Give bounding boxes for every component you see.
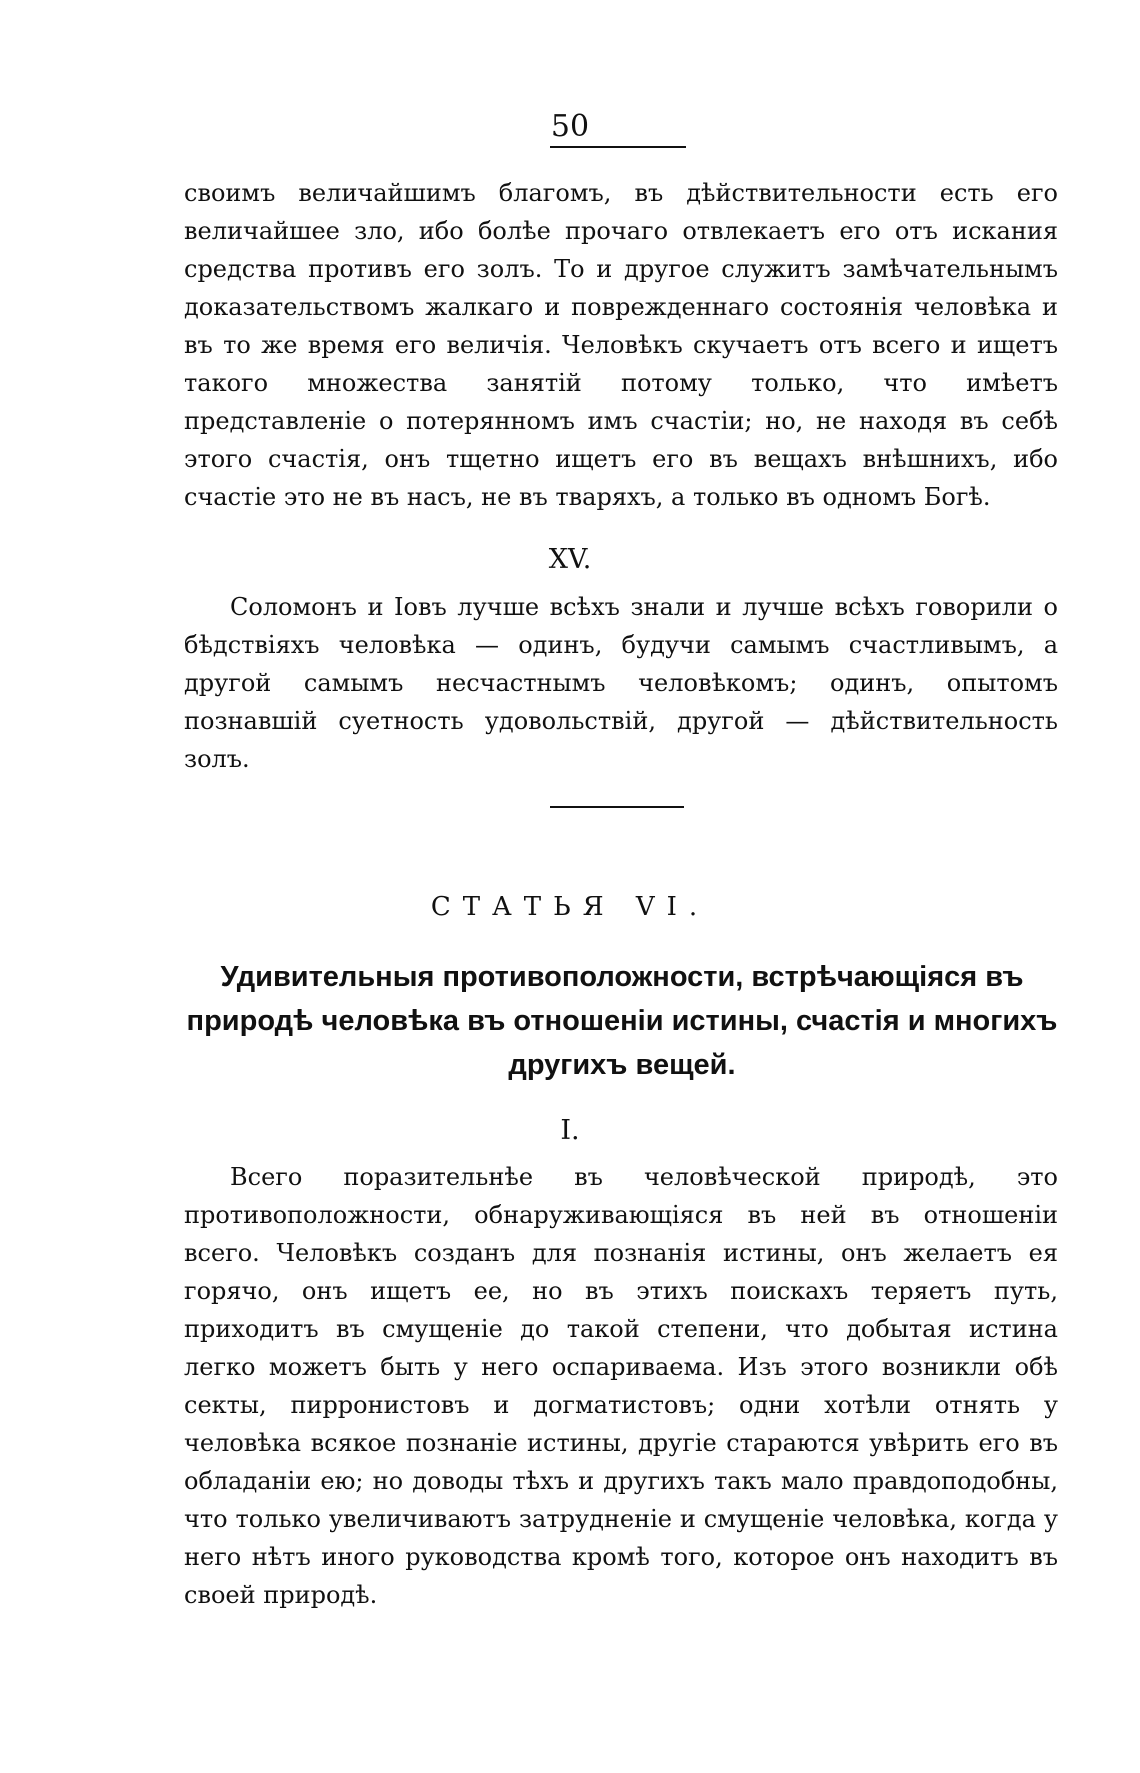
section-xv-paragraph bbox=[184, 588, 1058, 778]
article-title: Удивительныя противоположности, встрѣчающіяся въ природѣ человѣка въ отношеніи истины, счастія и многихъ другихъ вещей. bbox=[186, 961, 1058, 1081]
article-label: СТАТЬЯ VI. bbox=[430, 892, 710, 922]
page-number: 50 bbox=[550, 109, 590, 144]
section-heading-xv: XV. bbox=[548, 544, 592, 575]
section-i-paragraph bbox=[184, 1158, 1058, 1614]
section-i-text: Всего поразительнѣе въ человѣческой природѣ, это противоположности, обнаруживающіяся въ ней въ отношеніи всего. Человѣкъ созданъ для познанія истины, онъ желаетъ ея горячо, онъ ищетъ ее, но въ этихъ поискахъ теряетъ путь, приходитъ въ смущеніе до такой степени, что добытая истина легко можетъ быть у него оспариваема. Изъ этого возникли обѣ секты, пирронистовъ и догматистовъ; одни хотѣли отнять у человѣка всякое познаніе истины, другіе стараются увѣрить его въ обладаніи ею; но доводы тѣхъ и другихъ такъ мало правдоподобны, что только увеличиваютъ затрудненіе и смущеніе человѣка, когда у него нѣтъ иного руководства кромѣ того, которое онъ находитъ въ своей природѣ. bbox=[184, 1163, 1058, 1609]
section-xv-text: Соломонъ и Іовъ лучше всѣхъ знали и лучше всѣхъ говорили о бѣдствіяхъ человѣка — одинъ, будучи самымъ счастливымъ, а другой самымъ несчастнымъ человѣкомъ; одинъ, опытомъ познавшій суетность удовольствій, другой — дѣйствительность золъ. bbox=[184, 593, 1058, 773]
continuation-paragraph: своимъ величайшимъ благомъ, въ дѣйствительности есть его величайшее зло, ибо болѣе прочаго отвлекаетъ его отъ искания средства противъ его золъ. То и другое служитъ замѣчательнымъ доказательствомъ жалкаго и поврежденнаго состоянія человѣка и въ то же время его величія. Человѣкъ скучаетъ отъ всего и ищетъ такого множества занятій потому только, что имѣетъ представленіе о потерянномъ имъ счастіи; но, не находя въ себѣ этого счастія, онъ тщетно ищетъ его въ вещахъ внѣшнихъ, ибо счастіе это не въ насъ, не въ тваряхъ, а только въ одномъ Богѣ. bbox=[184, 179, 1058, 511]
section-heading-i: I. bbox=[560, 1115, 580, 1146]
section-divider-rule bbox=[550, 806, 684, 808]
page-number-rule bbox=[550, 146, 686, 148]
